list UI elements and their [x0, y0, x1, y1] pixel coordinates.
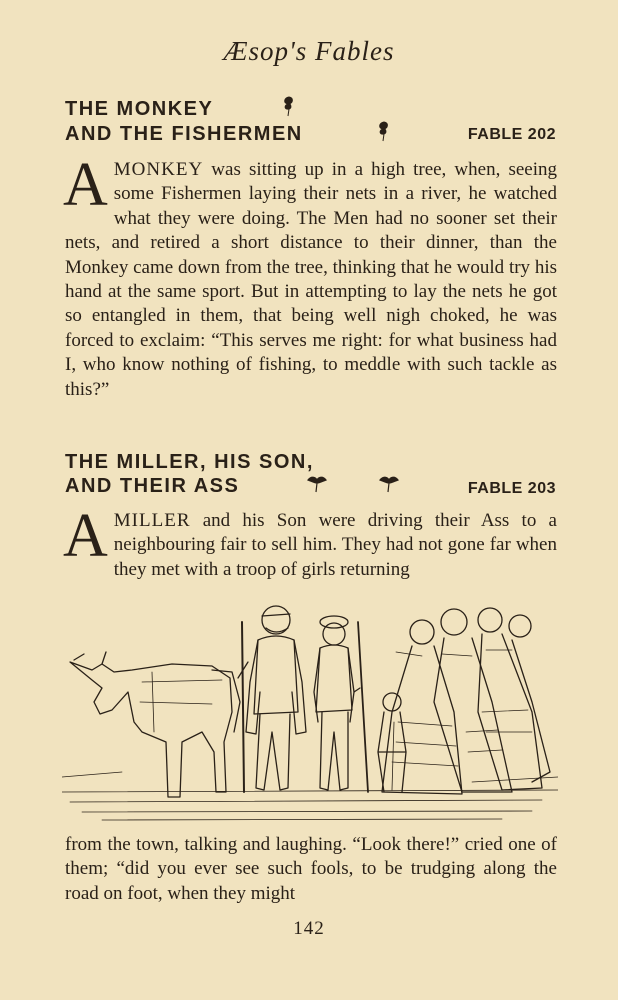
fable-202-title-line-1: THE MONKEY [65, 98, 214, 120]
fable-203-text-continued [65, 833, 557, 906]
fleuron-icon [280, 95, 298, 117]
fable-203-text [63, 502, 557, 582]
fable-number-202: FABLE 202 [467, 126, 556, 143]
running-head: Æsop's Fables [223, 36, 395, 66]
fleuron-icon [306, 474, 328, 494]
fable-202-text [63, 151, 557, 402]
fable-203-body-part-1: and his Son were driving their Ass to a neighbouring fair to sell him. They had not gone far when they met with a troop of girls returning [113, 510, 557, 580]
lead-word: MONKEY [113, 159, 204, 180]
fleuron-icon [378, 474, 400, 494]
fable-202-body: was sitting up in a high tree, when, seeing some Fishermen laying their nets in a river, he watched what they were doing. The Men had no sooner set their nets, and retired a short distance to their dinner, than the Monkey came down from the tree, thinking that he would try his hand at the same sport. But in attempting to lay the nets he got so entangled in them, that being well nigh choked, he was forced to exclaim: “This serves me right: for what business had I, who know nothing of fishing, to meddle with such tackle as this?” [65, 159, 557, 400]
illustration-miller-son-ass [62, 592, 558, 832]
fable-203-title-line-2: AND THEIR ASS [65, 475, 240, 497]
drop-cap: A [63, 502, 108, 570]
fable-203-title-line-1: THE MILLER, HIS SON, [65, 451, 314, 473]
fleuron-icon [375, 120, 393, 142]
lead-word: MILLER [113, 510, 191, 531]
fable-203-body-part-2: from the town, talking and laughing. “Look there!” cried one of them; “did you ever see such fools, to be trudging along the road on foot, when they might [65, 834, 557, 904]
page-number: 142 [293, 918, 325, 939]
fable-number-203: FABLE 203 [467, 480, 556, 497]
drop-cap: A [63, 151, 108, 219]
fable-202-title-line-2: AND THE FISHERMEN [65, 123, 303, 145]
